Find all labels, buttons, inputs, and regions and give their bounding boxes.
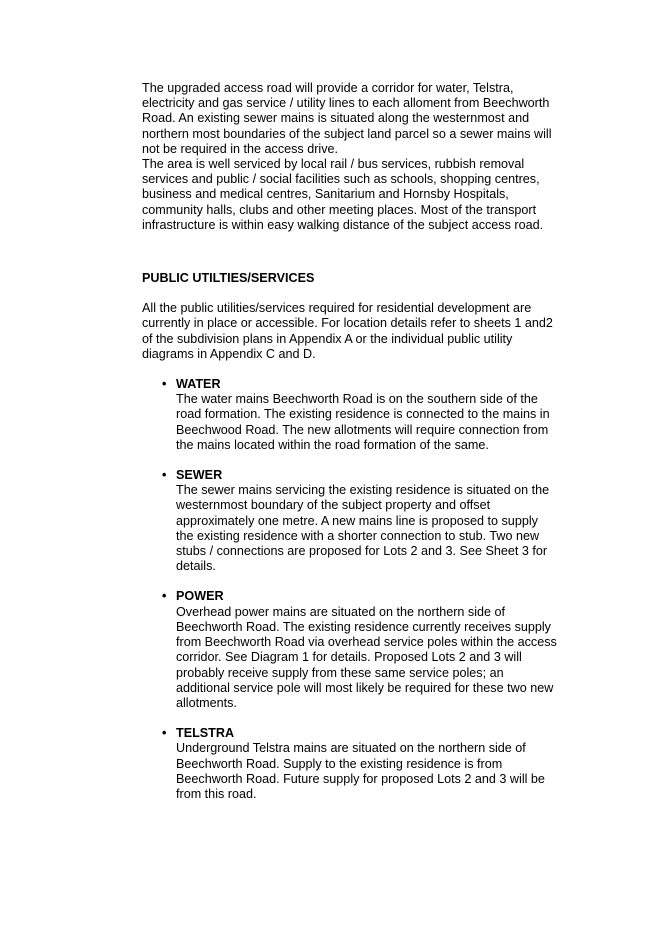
list-item-water — [142, 377, 582, 453]
service-description: The sewer mains servicing the existing residence is situated on the westernmost boundary of the subject property and offset approximately one metre. A new mains line is proposed to supply the existing residence with a shorter connection to stub. Two new stubs / connections are proposed for Lots 2 and 3. See Sheet 3 for details. — [176, 483, 550, 574]
service-description: The water mains Beechworth Road is on the southern side of the road formation. The existing residence is connected to the mains in Beechwood Road. The new allotments will require connection from the mains located within the road formation of the same. — [176, 392, 550, 452]
service-title: TELSTRA — [176, 726, 235, 741]
service-title: WATER — [176, 377, 221, 392]
service-title: POWER — [176, 589, 224, 604]
list-item-power — [142, 589, 582, 711]
document-page — [142, 81, 582, 817]
list-item-sewer — [142, 468, 582, 574]
service-title: SEWER — [176, 468, 223, 483]
bullet-icon: • — [162, 377, 167, 392]
bullet-icon: • — [162, 589, 167, 604]
intro-paragraph-area-services: The area is well serviced by local rail / bus services, rubbish removal services and public / social facilities such as schools, shopping centres, business and medical centres, Sanitarium and Hornsby Hospitals, community halls, clubs and other meeting places. Most of the transport infrastructure is within easy walking distance of the subject access road. — [142, 157, 544, 232]
bullet-icon: • — [162, 468, 167, 483]
utilities-section — [142, 271, 582, 802]
list-item-telstra — [142, 726, 582, 802]
bullet-icon: • — [162, 726, 167, 741]
service-description: Underground Telstra mains are situated on the northern side of Beechworth Road. Supply to the existing residence is from Beechworth Road. Future supply for proposed Lots 2 and 3 will be from this road. — [176, 741, 545, 801]
intro-paragraph-access-road: The upgraded access road will provide a corridor for water, Telstra, electricity and gas service / utility lines to each alloment from Beechworth Road. An existing sewer mains is situated along the westernmost and northern most boundaries of the subject land parcel so a sewer mains will not be required in the access drive. — [142, 81, 552, 156]
utilities-intro-paragraph: All the public utilities/services required for residential development are currently in place or accessible. For location details refer to sheets 1 and2 of the subdivision plans in Appendix A or the individual public utility diagrams in Appendix C and D. — [142, 301, 553, 361]
section-heading: PUBLIC UTILTIES/SERVICES — [142, 271, 315, 286]
service-description: Overhead power mains are situated on the northern side of Beechworth Road. The existing residence currently receives supply from Beechworth Road via overhead service poles within the access corridor. See Diagram 1 for details. Proposed Lots 2 and 3 will probably receive supply from these same service poles; an additional service pole will most likely be required for these two new allotments. — [176, 604, 557, 710]
services-list — [142, 377, 582, 802]
